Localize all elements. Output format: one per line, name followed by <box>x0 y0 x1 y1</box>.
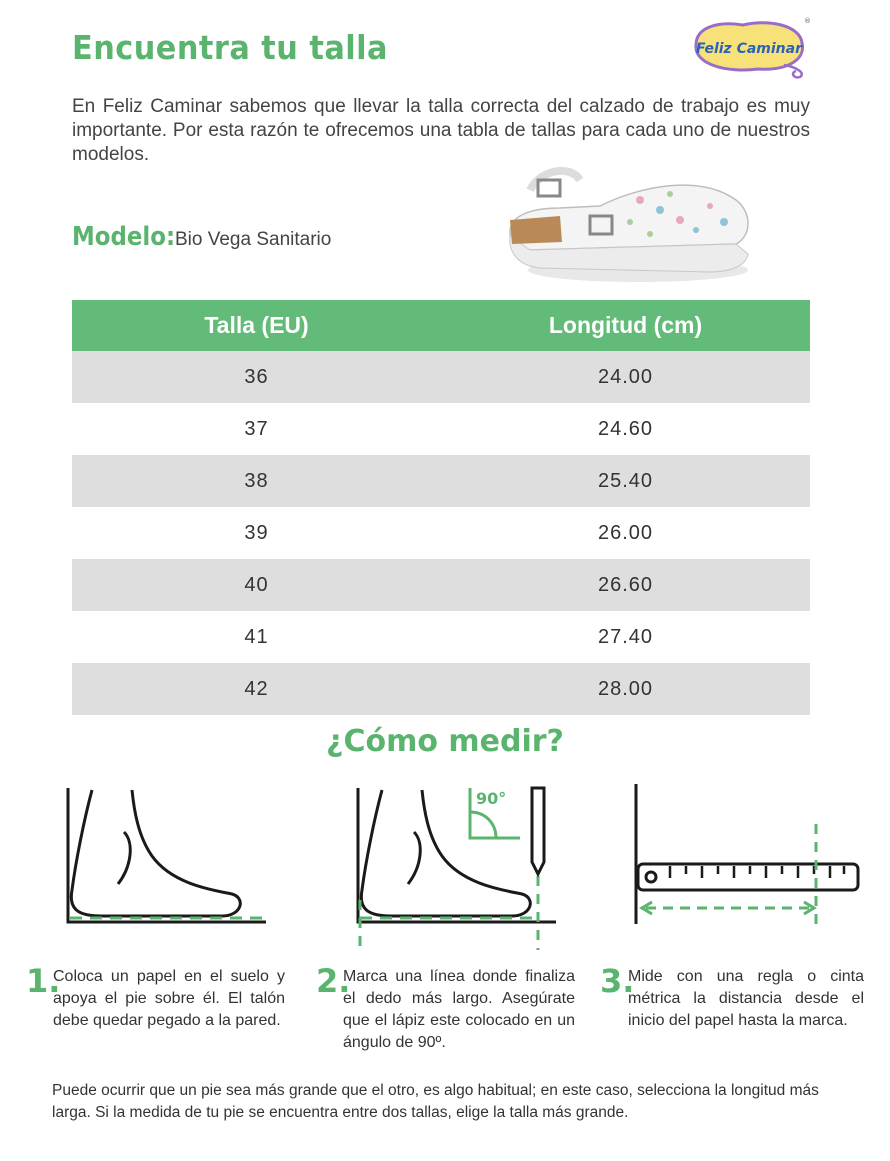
length-cell: 28.00 <box>597 677 654 700</box>
length-cell: 27.40 <box>597 625 654 648</box>
step-1-text: Coloca un papel en el suelo y apoya el pie sobre él. El talón debe quedar pegado a la pared. <box>53 968 285 1029</box>
feliz-caminar-logo <box>688 15 810 85</box>
clog-shoe-image <box>500 150 760 290</box>
intro-paragraph: En Feliz Caminar sabemos que llevar la talla correcta del calzado de trabajo es muy importante. Por esta razón te ofrecemos una tabla de tallas para cada uno de nuestros modelos. <box>72 96 810 165</box>
svg-text:®: ® <box>804 17 811 25</box>
step-1-number: 1. <box>26 962 61 1000</box>
foot-on-paper-icon <box>62 780 272 930</box>
table-row <box>72 663 810 715</box>
how-to-measure-title: ¿Cómo medir? <box>326 724 564 759</box>
brand-name: Feliz Caminar <box>695 41 803 57</box>
footer-note: Puede ocurrir que un pie sea más grande que el otro, es algo habitual; en este caso, selecciona la longitud más larga. Si la medida de tu pie se encuentra entre dos tallas, elige la talla más grande. <box>52 1082 819 1121</box>
size-cell: 38 <box>244 469 269 492</box>
model-label: Modelo: <box>72 222 176 252</box>
size-cell: 41 <box>244 625 269 648</box>
table-row <box>72 611 810 663</box>
table-row <box>72 507 810 559</box>
length-cell: 26.00 <box>597 521 654 544</box>
table-row <box>72 559 810 611</box>
model-value: Bio Vega Sanitario <box>175 229 332 250</box>
table-row <box>72 455 810 507</box>
size-table <box>72 300 810 715</box>
pencil-mark-icon <box>352 780 562 952</box>
length-cell: 25.40 <box>597 469 654 492</box>
size-cell: 40 <box>244 573 269 596</box>
header-length: Longitud (cm) <box>548 312 703 338</box>
length-cell: 24.00 <box>597 365 654 388</box>
length-cell: 26.60 <box>597 573 654 596</box>
table-row <box>72 403 810 455</box>
angle-label: 90° <box>476 789 507 808</box>
step-2-number: 2. <box>316 962 351 1000</box>
header-size: Talla (EU) <box>204 312 309 338</box>
table-header <box>72 300 810 351</box>
length-cell: 24.60 <box>597 417 654 440</box>
size-cell: 36 <box>244 365 269 388</box>
table-row <box>72 351 810 403</box>
step-2-text: Marca una línea donde finaliza el dedo más largo. Asegúrate que el lápiz este colocado en un ángulo de 90º. <box>343 968 575 1051</box>
size-cell: 37 <box>244 417 269 440</box>
size-cell: 39 <box>244 521 269 544</box>
step-3-text: Mide con una regla o cinta métrica la distancia desde el inicio del papel hasta la marca. <box>628 968 864 1029</box>
page-title: Encuentra tu talla <box>72 28 388 67</box>
step-3-number: 3. <box>600 962 635 1000</box>
ruler-icon <box>630 780 866 940</box>
size-cell: 42 <box>244 677 269 700</box>
